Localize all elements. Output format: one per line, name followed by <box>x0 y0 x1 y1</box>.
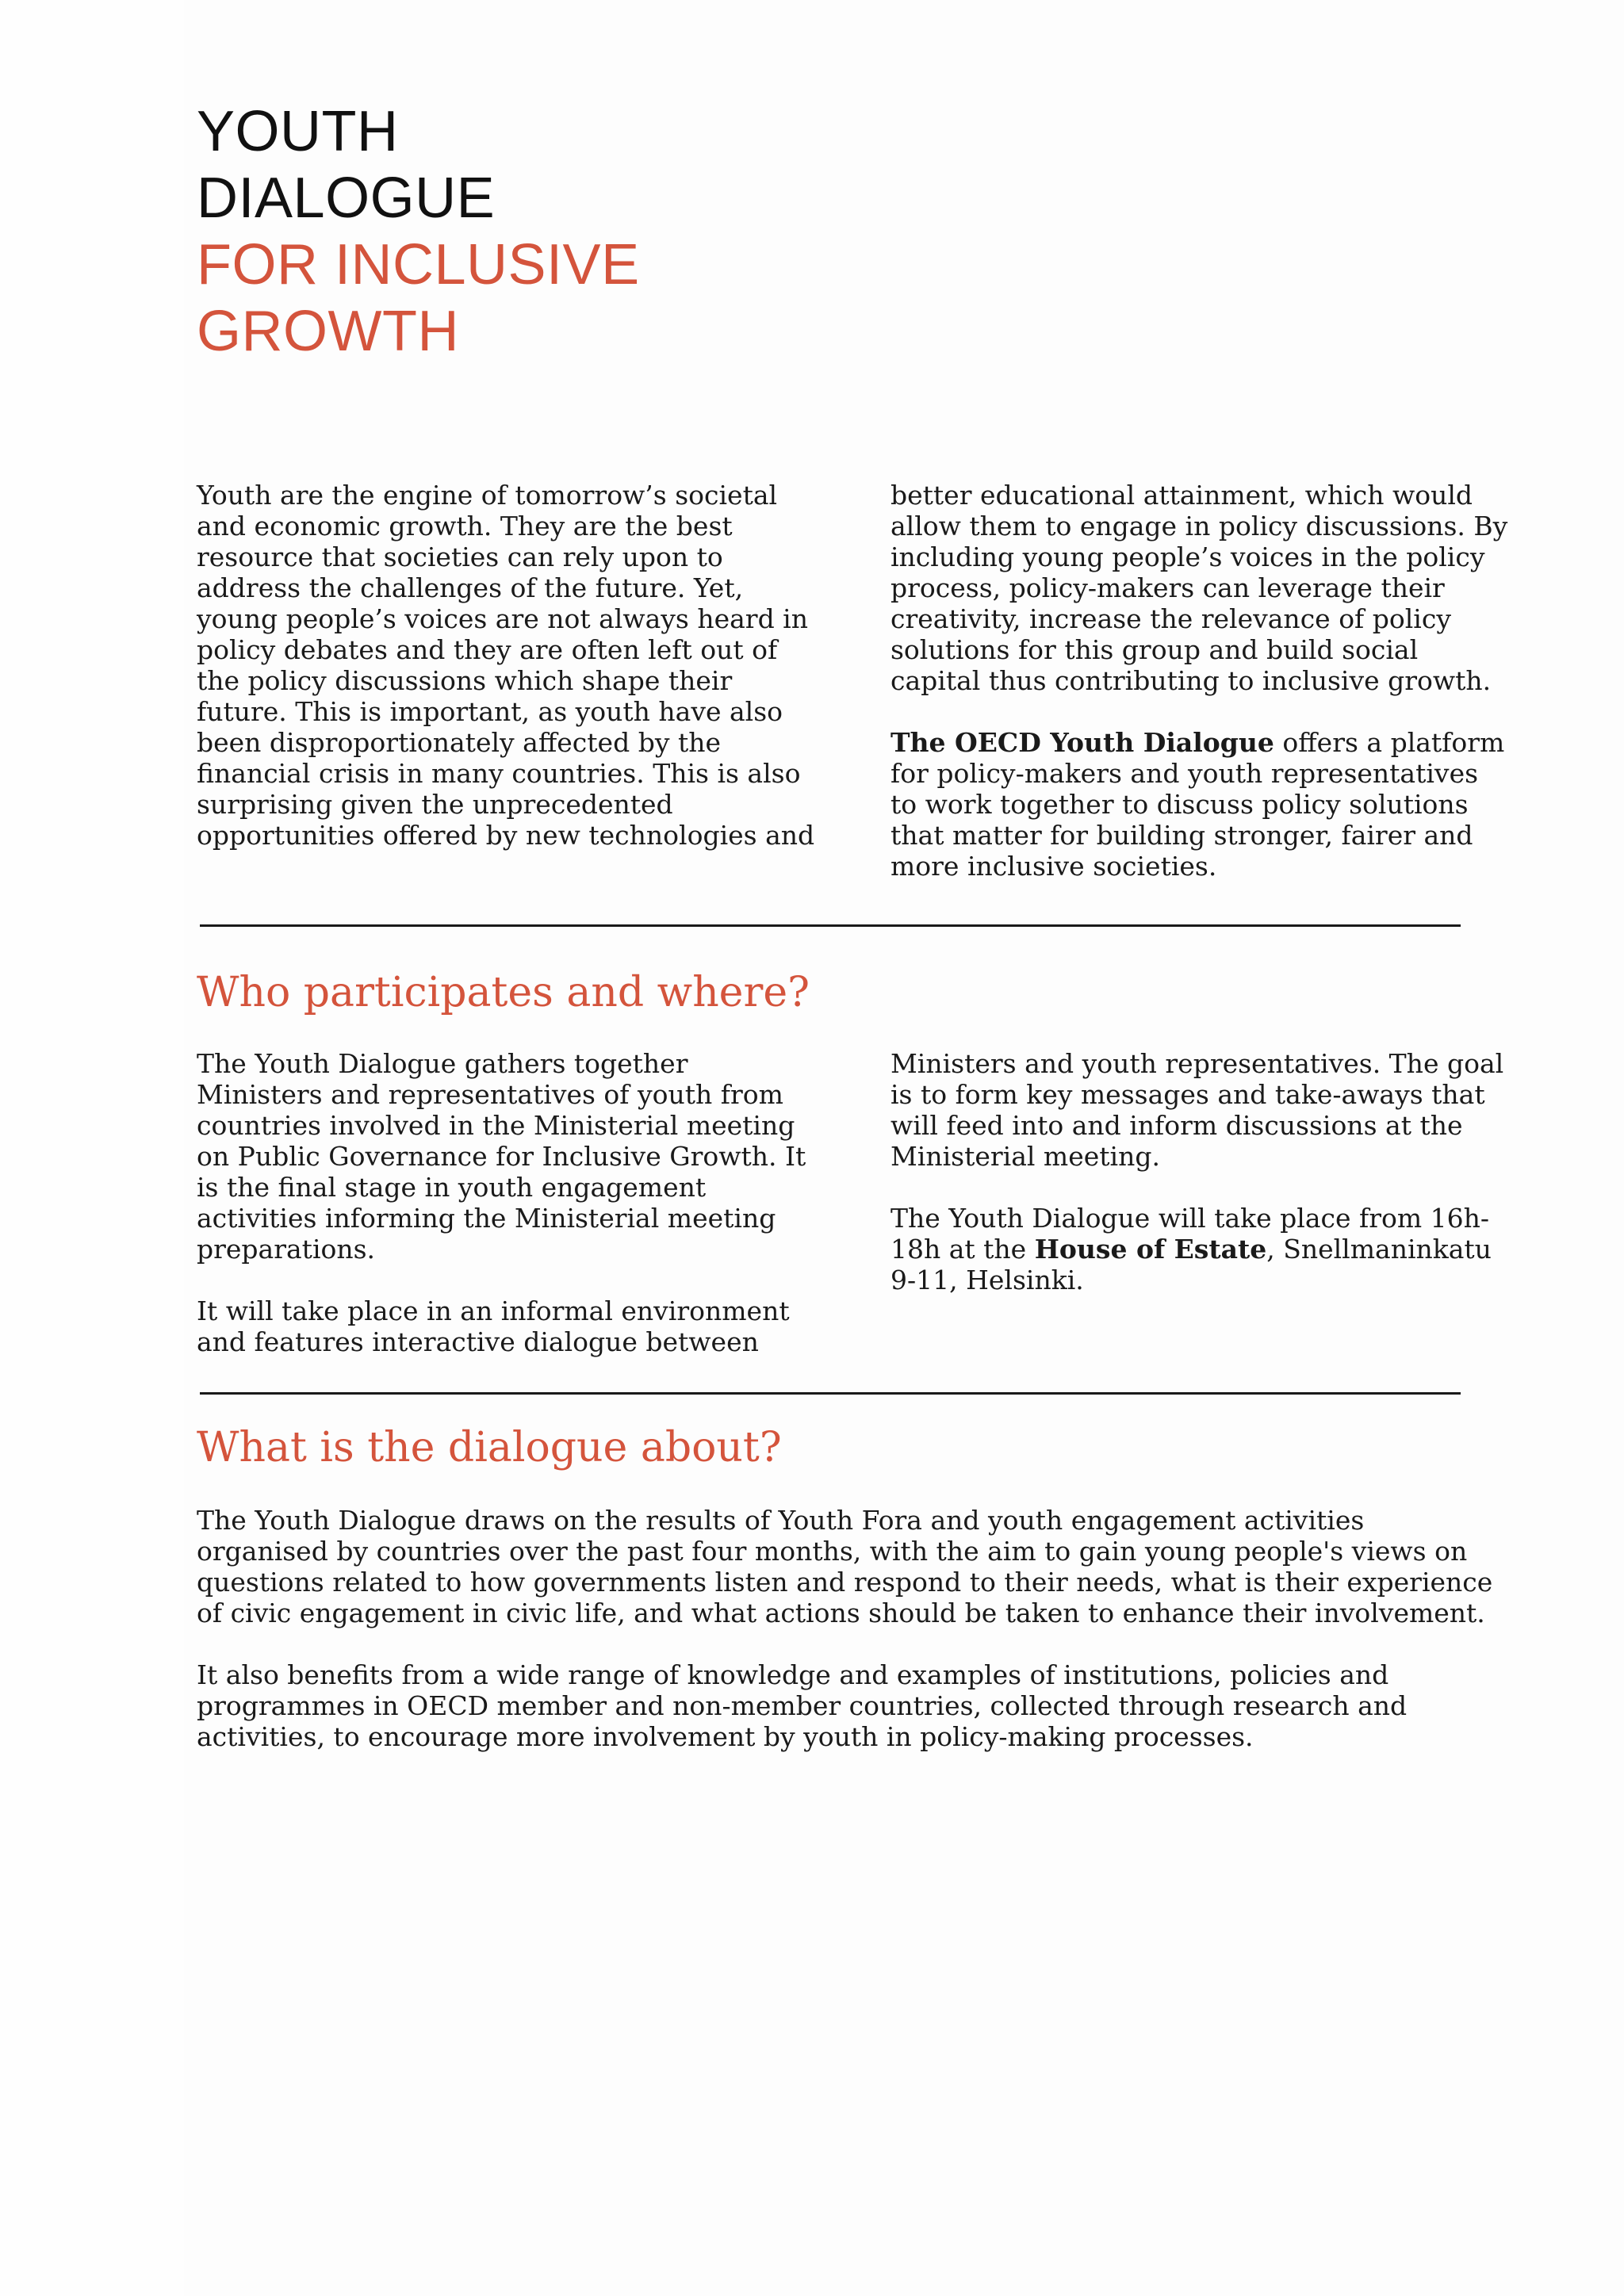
oecd-platform-paragraph <box>891 727 1509 882</box>
dialogue-results-paragraph: The Youth Dialogue draws on the results of Youth Fora and youth engagement activities organised by countries over the past four months, with the aim to gain young people's views on questions related to how governments listen and respond to their needs, what is their experience of civic engagement in civic life, and what actions should be taken to enhance their involvement. <box>197 1505 1493 1628</box>
title-line-growth: GROWTH <box>197 300 459 363</box>
dialogue-about-body <box>197 1505 1497 1752</box>
intro-continuation-paragraph: better educational attainment, which would allow them to engage in policy discussions. By including young people’s voices in the policy process, policy-makers can leverage their creativity, increase the relevance of policy solutions for this group and build social capital thus contributing to inclusive growth. <box>891 480 1508 696</box>
title-line-youth: YOUTH <box>197 100 399 163</box>
participants-left-column <box>197 1048 815 1357</box>
oecd-platform-text: offers a platform for policy-makers and youth representatives to work together to discuss policy solutions that matter for building stronger, fairer and more inclusive societies. <box>891 727 1505 882</box>
intro-paragraph: Youth are the engine of tomorrow’s societal and economic growth. They are the best resource that societies can rely upon to address the challenges of the future. Yet, young people’s voices are not always heard in policy debates and they are often left out of the policy discussions which shape their future. This is important, as youth have also been disproportionately affected by the financial crisis in many countries. This is also surprising given the unprecedented opportunities offered by new technologies and <box>197 480 815 851</box>
venue-name-bold: House of Estate <box>1034 1234 1267 1265</box>
participants-right-column <box>891 1048 1509 1295</box>
environment-paragraph: It will take place in an informal environment and features interactive dialogue between <box>197 1295 790 1357</box>
section-heading-dialogue-about: What is the dialogue about? <box>197 1424 782 1471</box>
intro-left-column <box>197 480 815 851</box>
participants-paragraph: The Youth Dialogue gathers together Ministers and representatives of youth from countries involved in the Ministerial meeting on Public Governance for Inclusive Growth. It is the final stage in youth engagement activities informing the Ministerial meeting preparations. <box>197 1048 806 1265</box>
oecd-youth-dialogue-bold: The OECD Youth Dialogue <box>891 727 1274 758</box>
venue-paragraph <box>891 1203 1509 1295</box>
section-divider-1 <box>200 924 1461 927</box>
section-divider-2 <box>200 1392 1461 1395</box>
dialogue-knowledge-paragraph: It also benefits from a wide range of knowledge and examples of institutions, policies and programmes in OECD member and non-member countries, collected through research and activities, to encourage more involvement by youth in policy-making processes. <box>197 1659 1408 1752</box>
venue-text-start: The Youth Dialogue will take place from 16h-18h at the <box>891 1203 1490 1265</box>
section-heading-who-participates: Who participates and where? <box>197 969 810 1016</box>
intro-right-column <box>891 480 1509 882</box>
venue-address: , Snellmaninkatu 9-11, Helsinki. <box>891 1234 1492 1295</box>
goal-paragraph: Ministers and youth representatives. The goal is to form key messages and take-aways that will feed into and inform discussions at the Ministerial meeting. <box>891 1048 1504 1172</box>
title-line-for-inclusive: FOR INCLUSIVE <box>197 233 640 297</box>
title-line-dialogue: DIALOGUE <box>197 166 496 230</box>
document-title <box>197 98 640 365</box>
